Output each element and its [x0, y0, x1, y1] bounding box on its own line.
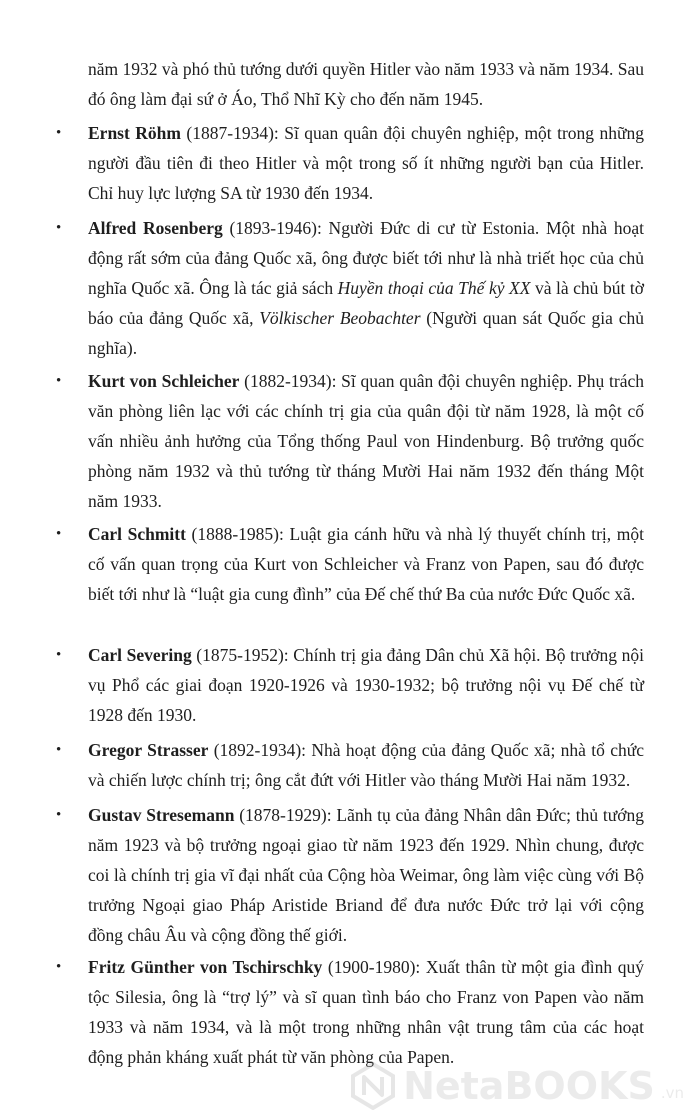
- watermark-suffix: .vn: [660, 1084, 684, 1102]
- person-name: Carl Severing: [88, 645, 192, 665]
- bullet-icon: •: [56, 373, 62, 389]
- list-item-schmitt: [56, 519, 644, 609]
- list-item-rohm: [56, 118, 644, 208]
- person-description-end: (Người quan sát Quốc gia chủ nghĩa).: [88, 308, 644, 358]
- bullet-icon: •: [56, 959, 62, 975]
- person-name: Carl Schmitt: [88, 524, 186, 544]
- list-item-tschirschky: [56, 952, 644, 1072]
- person-description: (1888-1985): Luật gia cánh hữu và nhà lý thuyết chính trị, một cố vấn quan trọng của Kurt von Schleicher và Franz von Papen, sau đó được biết tới như là “luật gia cung đình” của Đế chế thứ Ba của nước Đức Quốc xã.: [88, 524, 644, 604]
- person-description: (1882-1934): Sĩ quan quân đội chuyên nghiệp. Phụ trách văn phòng liên lạc với các chính trị gia của quân đội từ năm 1928, là một cố vấn nhiều ảnh hưởng của Tổng thống Paul von Hindenburg. Bộ trưởng quốc phòng năm 1932 và thủ tướng từ tháng Mười Hai năm 1932 đến tháng Một năm 1933.: [88, 371, 644, 511]
- person-description: (1875-1952): Chính trị gia đảng Dân chủ Xã hội. Bộ trưởng nội vụ Phổ các giai đoạn 1920-1926 và 1930-1932; bộ trưởng nội vụ Đế chế từ 1928 đến 1930.: [88, 645, 644, 725]
- person-name: Ernst Röhm: [88, 123, 181, 143]
- person-name: Gregor Strasser: [88, 740, 209, 760]
- newspaper-title: Völkischer Beobachter: [259, 308, 421, 328]
- list-item-rosenberg: [56, 213, 644, 363]
- person-name: Fritz Günther von Tschirschky: [88, 957, 323, 977]
- bullet-icon: •: [56, 647, 62, 663]
- person-name: Alfred Rosenberg: [88, 218, 223, 238]
- person-description: (1878-1929): Lãnh tụ của đảng Nhân dân Đức; thủ tướng năm 1923 và bộ trưởng ngoại giao từ năm 1923 đến 1929. Nhìn chung, được coi là chính trị gia vĩ đại nhất của Cộng hòa Weimar, ông làm việc cùng với Bộ trưởng Ngoại giao Pháp Aristide Briand để đưa nước Đức trở lại với cộng đồng châu Âu và cộng đồng thế giới.: [88, 805, 644, 945]
- list-item-severing: [56, 640, 644, 730]
- watermark-text: NetaBOOKS: [403, 1064, 655, 1108]
- netabooks-watermark: [349, 1062, 684, 1110]
- person-description: (1893-1946): Người Đức di cư từ Estonia. Một nhà hoạt động rất sớm của đảng Quốc xã, ông được biết tới như là nhà triết học của chủ nghĩa Quốc xã. Ông là tác giả sách: [88, 218, 644, 298]
- person-description: (1900-1980): Xuất thân từ một gia đình quý tộc Silesia, ông là “trợ lý” và sĩ quan tình báo cho Franz von Papen vào năm 1933 và năm 1934, và là một trong những nhân vật trung tâm của các hoạt động phản kháng xuất phát từ văn phòng của Papen.: [88, 957, 644, 1067]
- bullet-icon: •: [56, 125, 62, 141]
- list-item-strasser: [56, 735, 644, 795]
- bullet-icon: •: [56, 220, 62, 236]
- person-description: (1892-1934): Nhà hoạt động của đảng Quốc xã; nhà tổ chức và chiến lược chính trị; ông cắt đứt với Hitler vào tháng Mười Hai năm 1932.: [88, 740, 644, 790]
- person-description: (1887-1934): Sĩ quan quân đội chuyên nghiệp, một trong những người đầu tiên đi theo Hitler và một trong số ít những người bạn của Hitler. Chỉ huy lực lượng SA từ 1930 đến 1934.: [88, 123, 644, 203]
- list-item-schleicher: [56, 366, 644, 516]
- person-description-cont: và là chủ bút tờ báo của đảng Quốc xã,: [88, 278, 644, 328]
- list-item-stresemann: [56, 800, 644, 950]
- bullet-icon: •: [56, 807, 62, 823]
- person-name: Gustav Stresemann: [88, 805, 235, 825]
- intro-paragraph: năm 1932 và phó thủ tướng dưới quyền Hitler vào năm 1933 và năm 1934. Sau đó ông làm đại sứ ở Áo, Thổ Nhĩ Kỳ cho đến năm 1945.: [88, 59, 644, 109]
- bullet-icon: •: [56, 742, 62, 758]
- book-title: Huyền thoại của Thế kỷ XX: [337, 278, 531, 298]
- person-name: Kurt von Schleicher: [88, 371, 240, 391]
- netabooks-logo-icon: [349, 1062, 397, 1110]
- bullet-icon: •: [56, 526, 62, 542]
